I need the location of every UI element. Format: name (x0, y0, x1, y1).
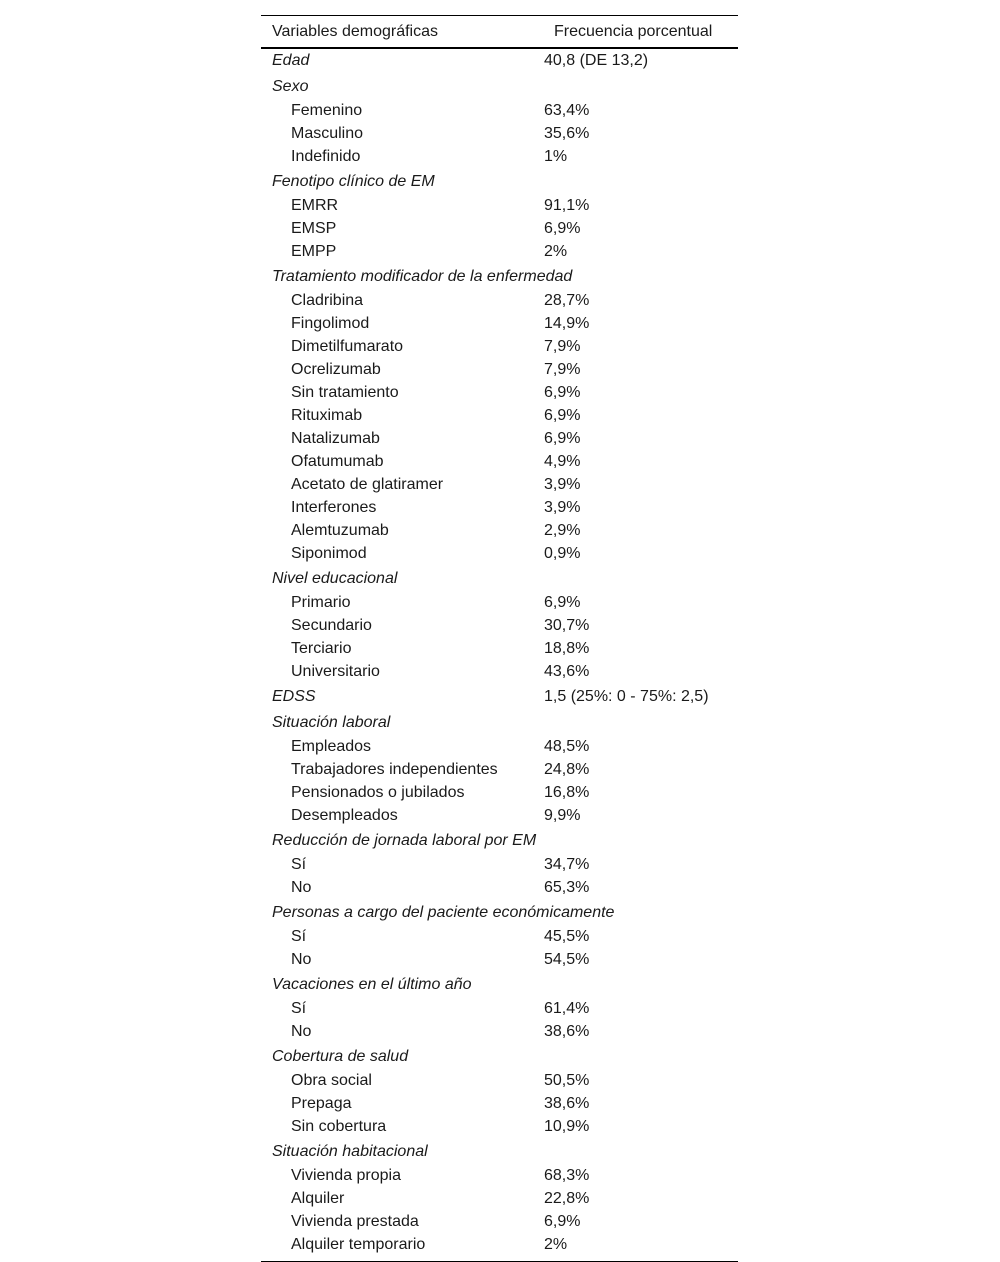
item-value: 7,9% (544, 361, 581, 378)
item-value: 7,9% (544, 338, 581, 355)
section-row (261, 73, 738, 99)
item-label: Sin cobertura (291, 1118, 387, 1135)
table-row (261, 876, 738, 899)
item-value: 0,9% (544, 545, 581, 562)
item-label: Masculino (291, 125, 364, 142)
item-value: 38,6% (544, 1023, 590, 1040)
section-title: Situación habitacional (272, 1143, 428, 1160)
item-label: Universitario (291, 663, 380, 680)
table-row (261, 997, 738, 1020)
table-row (261, 1187, 738, 1210)
item-value: 9,9% (544, 807, 581, 824)
table-row (261, 614, 738, 637)
item-label: Ocrelizumab (291, 361, 381, 378)
section-value (533, 565, 738, 591)
section-row (261, 683, 738, 709)
table-row (261, 925, 738, 948)
header-row (261, 16, 738, 49)
table-row (261, 194, 738, 217)
item-label: Indefinido (291, 148, 361, 165)
item-label: Sin tratamiento (291, 384, 399, 401)
table-row (261, 450, 738, 473)
item-label: EMSP (291, 220, 337, 237)
section-title: Tratamiento modificador de la enfermedad (272, 268, 573, 285)
item-value: 6,9% (544, 430, 581, 447)
table-row (261, 1020, 738, 1043)
section-row (261, 827, 738, 853)
table-row (261, 542, 738, 565)
table-row (261, 473, 738, 496)
item-label: Alquiler temporario (291, 1236, 426, 1253)
item-label: No (291, 879, 312, 896)
item-value: 10,9% (544, 1118, 590, 1135)
section-row (261, 709, 738, 735)
table-row (261, 948, 738, 971)
section-value (533, 73, 738, 99)
item-value: 2% (544, 243, 568, 260)
section-title: Personas a cargo del paciente económicamente (272, 904, 615, 921)
section-title: Situación laboral (272, 714, 391, 731)
section-title: Sexo (272, 78, 309, 95)
item-label: Cladribina (291, 292, 364, 309)
section-title: Cobertura de salud (272, 1048, 409, 1065)
table-row (261, 781, 738, 804)
item-value: 4,9% (544, 453, 581, 470)
item-label: Primario (291, 594, 351, 611)
section-row (261, 899, 738, 925)
section-title: Reducción de jornada laboral por EM (272, 832, 537, 849)
table-row (261, 519, 738, 542)
section-value (533, 709, 738, 735)
section-title: Vacaciones en el último año (272, 976, 472, 993)
table-row (261, 853, 738, 876)
table-row (261, 289, 738, 312)
table-body (261, 48, 738, 1256)
table-row (261, 1210, 738, 1233)
section-title: Edad (272, 52, 310, 69)
section-title: EDSS (272, 688, 316, 705)
item-label: Acetato de glatiramer (291, 476, 444, 493)
item-label: Sí (291, 856, 307, 873)
item-label: Natalizumab (291, 430, 380, 447)
item-label: Sí (291, 1000, 307, 1017)
table-row (261, 240, 738, 263)
item-value: 28,7% (544, 292, 590, 309)
section-value: 40,8 (DE 13,2) (544, 52, 649, 69)
item-label: Fingolimod (291, 315, 370, 332)
item-label: Secundario (291, 617, 372, 634)
item-value: 34,7% (544, 856, 590, 873)
item-label: Femenino (291, 102, 363, 119)
table-row (261, 1115, 738, 1138)
item-label: Siponimod (291, 545, 367, 562)
table-row (261, 758, 738, 781)
item-label: No (291, 951, 312, 968)
header-frequency: Frecuencia porcentual (554, 22, 713, 40)
item-value: 54,5% (544, 951, 590, 968)
section-row (261, 565, 738, 591)
item-value: 63,4% (544, 102, 590, 119)
item-value: 6,9% (544, 220, 581, 237)
section-row (261, 263, 738, 289)
item-label: Terciario (291, 640, 352, 657)
section-value (533, 1043, 738, 1069)
table-row (261, 660, 738, 683)
item-value: 30,7% (544, 617, 590, 634)
table-row (261, 358, 738, 381)
item-value: 68,3% (544, 1167, 590, 1184)
table-row (261, 381, 738, 404)
table-row (261, 735, 738, 758)
section-value: 1,5 (25%: 0 - 75%: 2,5) (544, 688, 709, 705)
table-row (261, 122, 738, 145)
item-label: EMRR (291, 197, 339, 214)
item-value: 18,8% (544, 640, 590, 657)
table-row (261, 1164, 738, 1187)
item-label: Prepaga (291, 1095, 352, 1112)
item-label: Interferones (291, 499, 377, 516)
header-variables: Variables demográficas (272, 22, 439, 40)
table-row (261, 99, 738, 122)
item-value: 16,8% (544, 784, 590, 801)
item-value: 1% (544, 148, 568, 165)
table-row (261, 404, 738, 427)
table-row (261, 637, 738, 660)
item-label: Alquiler (291, 1190, 345, 1207)
item-value: 50,5% (544, 1072, 590, 1089)
section-row (261, 1043, 738, 1069)
section-row (261, 971, 738, 997)
item-label: EMPP (291, 243, 337, 260)
table-row (261, 217, 738, 240)
table-row (261, 427, 738, 450)
item-value: 91,1% (544, 197, 590, 214)
table-row (261, 1233, 738, 1256)
item-label: Vivienda prestada (291, 1213, 419, 1230)
table-row (261, 145, 738, 168)
item-value: 38,6% (544, 1095, 590, 1112)
table-row (261, 804, 738, 827)
item-value: 6,9% (544, 594, 581, 611)
item-value: 43,6% (544, 663, 590, 680)
section-value (533, 827, 738, 853)
section-row (261, 1138, 738, 1164)
demographics-table (261, 15, 738, 1262)
item-label: Vivienda propia (291, 1167, 402, 1184)
item-label: Empleados (291, 738, 372, 755)
item-value: 24,8% (544, 761, 590, 778)
section-row (261, 48, 738, 73)
table-header (261, 16, 738, 49)
item-label: Dimetilfumarato (291, 338, 404, 355)
section-row (261, 168, 738, 194)
table (261, 15, 738, 1256)
table-row (261, 335, 738, 358)
item-value: 6,9% (544, 1213, 581, 1230)
section-value (533, 1138, 738, 1164)
item-value: 2,9% (544, 522, 581, 539)
item-value: 61,4% (544, 1000, 590, 1017)
section-value (533, 971, 738, 997)
item-label: Trabajadores independientes (291, 761, 498, 778)
item-value: 35,6% (544, 125, 590, 142)
table-row (261, 1092, 738, 1115)
item-label: Desempleados (291, 807, 398, 824)
section-value (533, 168, 738, 194)
item-value: 65,3% (544, 879, 590, 896)
item-label: Sí (291, 928, 307, 945)
item-value: 2% (544, 1236, 568, 1253)
table-row (261, 496, 738, 519)
item-value: 6,9% (544, 407, 581, 424)
item-value: 3,9% (544, 476, 581, 493)
section-title: Nivel educacional (272, 570, 398, 587)
item-value: 6,9% (544, 384, 581, 401)
item-value: 3,9% (544, 499, 581, 516)
table-row (261, 591, 738, 614)
item-value: 48,5% (544, 738, 590, 755)
item-label: No (291, 1023, 312, 1040)
table-row (261, 1069, 738, 1092)
item-value: 22,8% (544, 1190, 590, 1207)
item-value: 14,9% (544, 315, 590, 332)
table-row (261, 312, 738, 335)
section-title: Fenotipo clínico de EM (272, 173, 435, 190)
item-value: 45,5% (544, 928, 590, 945)
item-label: Obra social (291, 1072, 372, 1089)
item-label: Pensionados o jubilados (291, 784, 465, 801)
item-label: Ofatumumab (291, 453, 384, 470)
item-label: Alemtuzumab (291, 522, 389, 539)
item-label: Rituximab (291, 407, 363, 424)
